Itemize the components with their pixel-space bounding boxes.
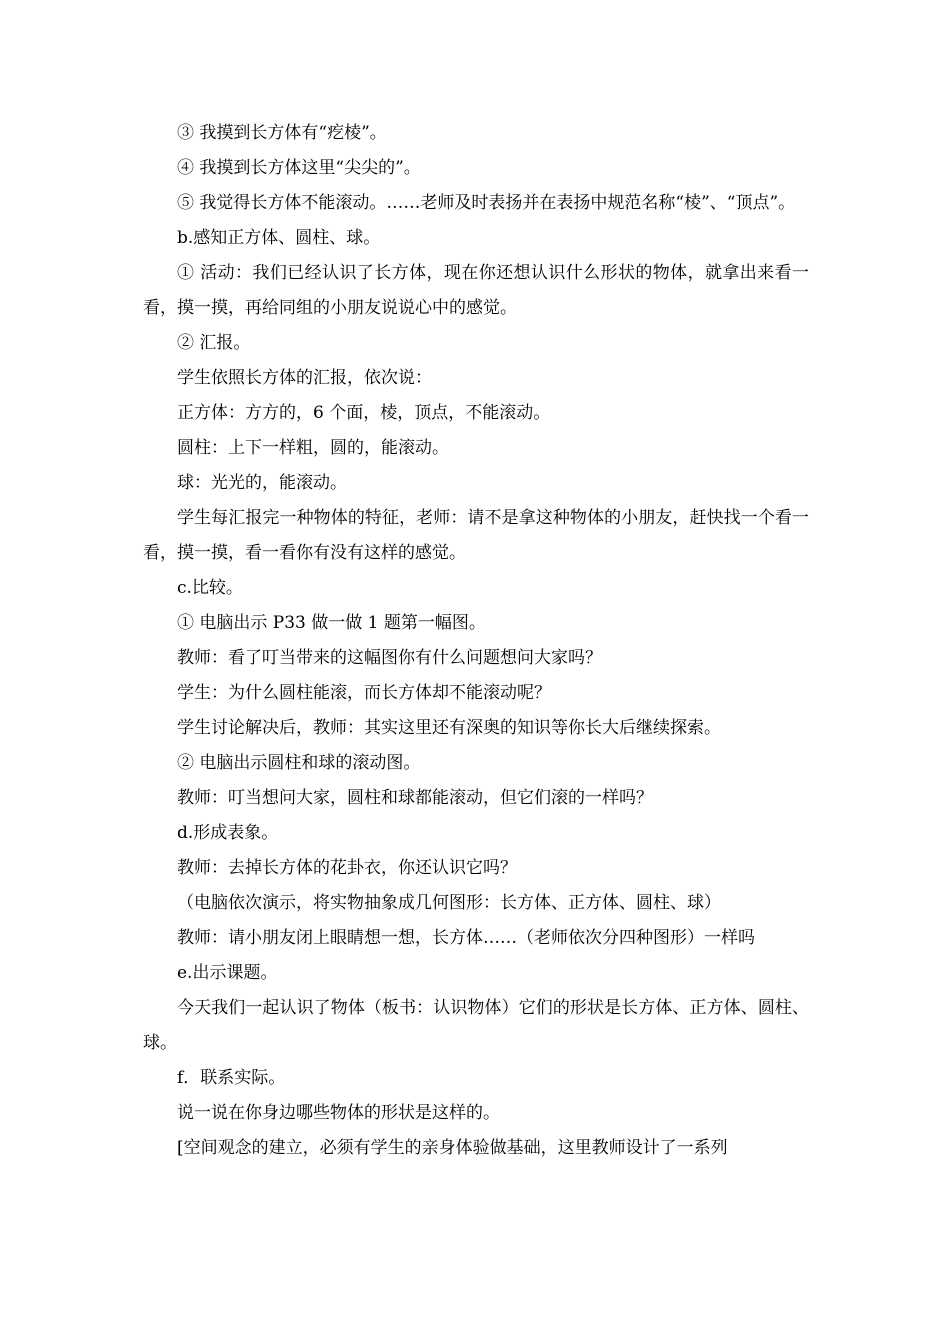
paragraph-24: 今天我们一起认识了物体（板书：认识物体）它们的形状是长方体、正方体、圆柱、球。 xyxy=(143,998,809,1053)
paragraph-19: d.形成表象。 xyxy=(177,823,279,843)
paragraph-17: ② 电脑出示圆柱和球的滚动图。 xyxy=(177,753,421,773)
paragraph-7: 学生依照长方体的汇报，依次说： xyxy=(177,368,432,388)
paragraph-11: 学生每汇报完一种物体的特征，老师：请不是拿这种物体的小朋友，赶快找一个看一看，摸一摸，看一看你有没有这样的感觉。 xyxy=(143,508,809,563)
paragraph-18: 教师：叮当想问大家，圆柱和球都能滚动，但它们滚的一样吗？ xyxy=(177,788,653,808)
paragraph-10: 球：光光的，能滚动。 xyxy=(177,473,347,493)
paragraph-14: 教师：看了叮当带来的这幅图你有什么问题想问大家吗？ xyxy=(177,648,602,668)
paragraph-21: （电脑依次演示，将实物抽象成几何图形：长方体、正方体、圆柱、球） xyxy=(177,893,721,913)
paragraph-8: 正方体：方方的，6 个面，棱，顶点，不能滚动。 xyxy=(177,403,551,423)
paragraph-9: 圆柱：上下一样粗，圆的，能滚动。 xyxy=(177,438,449,458)
paragraph-26: 说一说在你身边哪些物体的形状是这样的。 xyxy=(177,1103,500,1123)
paragraph-1: ③ 我摸到长方体有“疙棱”。 xyxy=(177,123,387,143)
paragraph-5: ① 活动：我们已经认识了长方体，现在你还想认识什么形状的物体，就拿出来看一看，摸一摸，再给同组的小朋友说说心中的感觉。 xyxy=(143,263,809,318)
paragraph-22: 教师：请小朋友闭上眼睛想一想，长方体……（老师依次分四种图形）一样吗 xyxy=(177,928,755,948)
paragraph-13: ① 电脑出示 P33 做一做 1 题第一幅图。 xyxy=(177,613,486,633)
paragraph-6: ② 汇报。 xyxy=(177,333,251,353)
paragraph-15: 学生：为什么圆柱能滚，而长方体却不能滚动呢？ xyxy=(177,683,551,703)
paragraph-3: ⑤ 我觉得长方体不能滚动。……老师及时表扬并在表扬中规范名称“棱”、“顶点”。 xyxy=(177,193,796,213)
paragraph-2: ④ 我摸到长方体这里“尖尖的”。 xyxy=(177,158,421,178)
paragraph-23: e.出示课题。 xyxy=(177,963,278,983)
document-body xyxy=(143,116,809,1166)
paragraph-12: c.比较。 xyxy=(177,578,243,598)
paragraph-4: b.感知正方体、圆柱、球。 xyxy=(177,228,381,248)
paragraph-20: 教师：去掉长方体的花卦衣，你还认识它吗？ xyxy=(177,858,517,878)
paragraph-27: [空间观念的建立，必须有学生的亲身体验做基础，这里教师设计了一系列 xyxy=(177,1138,728,1158)
paragraph-25: f．联系实际。 xyxy=(177,1068,286,1088)
paragraph-16: 学生讨论解决后，教师：其实这里还有深奥的知识等你长大后继续探索。 xyxy=(177,718,721,738)
